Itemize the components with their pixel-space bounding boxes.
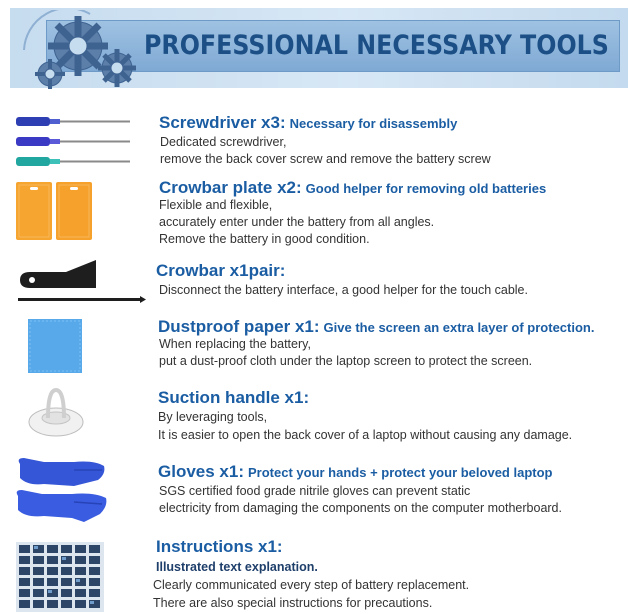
item-desc-line: It is easier to open the back cover of a laptop without causing any damage. [158, 428, 573, 442]
item-title: Screwdriver x3: [159, 113, 286, 132]
item-title: Crowbar x1pair: [156, 261, 286, 280]
item-desc-line: accurately enter under the battery from all angles. [159, 215, 435, 229]
item-title: Dustproof paper x1: [158, 317, 320, 336]
item-subtitle: Necessary for disassembly [289, 116, 458, 131]
screwdriver-icon [14, 114, 134, 170]
tool-item-screwdriver [0, 110, 640, 170]
item-title: Crowbar plate x2: [159, 178, 302, 197]
suction-cup-icon [26, 384, 86, 440]
page-title: PROFESSIONAL NECESSARY TOOLS [144, 30, 609, 61]
item-desc-line: There are also special instructions for precautions. [153, 596, 433, 610]
spudger-icon [16, 258, 146, 306]
item-desc-line: Remove the battery in good condition. [159, 232, 370, 246]
item-title: Instructions x1: [156, 537, 283, 556]
item-desc-line: Clearly communicated every step of battery replacement. [153, 578, 470, 592]
item-subtitle: Give the screen an extra layer of protection. [323, 320, 595, 335]
pry-plate-icon [16, 182, 96, 242]
tool-item-crowbar [0, 256, 640, 306]
item-desc-line: Disconnect the battery interface, a good helper for the touch cable. [159, 283, 528, 297]
cloth-icon [28, 319, 84, 375]
item-desc-line: By leveraging tools, [158, 410, 268, 424]
item-desc-line: remove the back cover screw and remove the battery screw [160, 152, 491, 166]
tool-item-suction-handle [0, 382, 640, 444]
item-desc-line: put a dust-proof cloth under the laptop screen to protect the screen. [159, 354, 533, 368]
item-desc-line: electricity from damaging the components on the computer motherboard. [159, 501, 562, 515]
header-banner [10, 8, 628, 88]
item-desc-line: When replacing the battery, [159, 337, 311, 351]
item-desc-line: SGS certified food grade nitrile gloves can prevent static [159, 484, 471, 498]
item-subtitle: Good helper for removing old batteries [305, 181, 547, 196]
item-desc-line: Flexible and flexible, [159, 198, 273, 212]
item-desc-bold: Illustrated text explanation. [156, 560, 318, 574]
gears-icon [20, 10, 150, 94]
item-desc-line: Dedicated screwdriver, [160, 135, 287, 149]
tool-item-gloves [0, 456, 640, 526]
tool-item-crowbar-plate [0, 176, 640, 246]
item-subtitle: Protect your hands + protect your beloved laptop [248, 465, 553, 480]
item-title: Suction handle x1: [158, 388, 310, 407]
instruction-sheet-icon [16, 542, 106, 614]
tool-item-dustproof-paper [0, 313, 640, 373]
gloves-icon [14, 456, 110, 526]
item-title: Gloves x1: [158, 462, 244, 481]
tool-item-instructions [0, 536, 640, 614]
